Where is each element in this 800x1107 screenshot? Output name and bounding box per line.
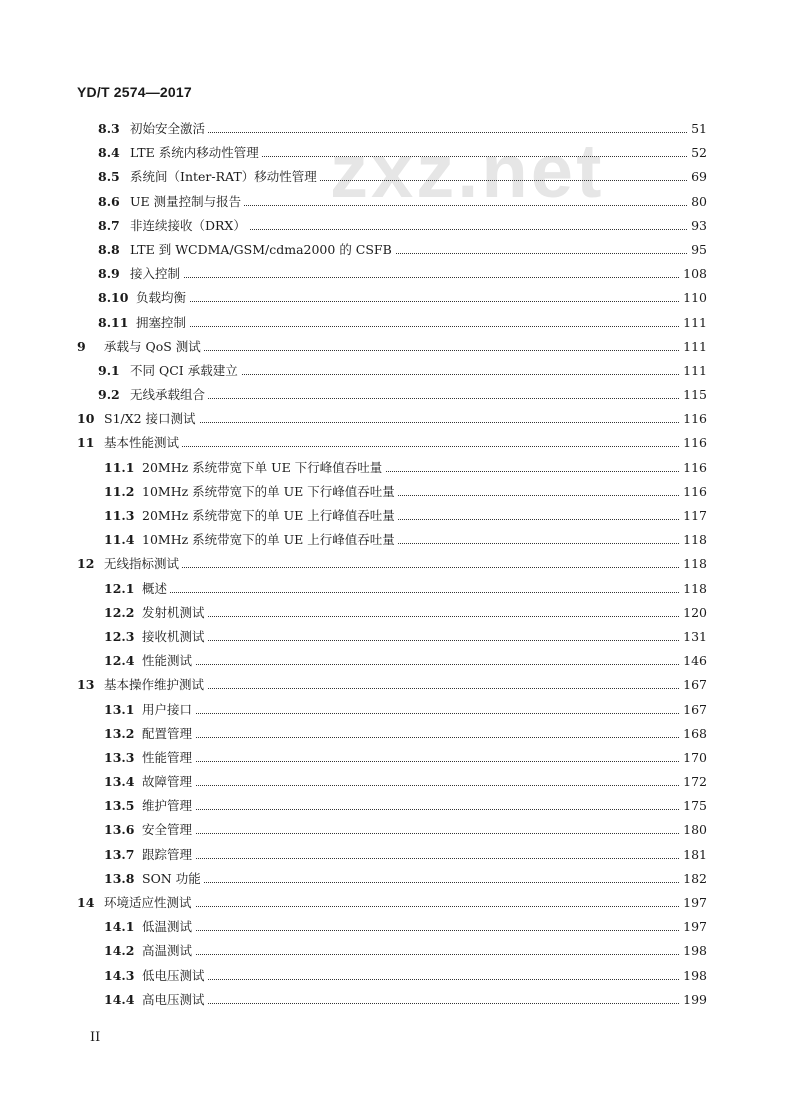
- toc-entry-page: 199: [680, 988, 707, 1012]
- toc-dot-leader: [142, 1003, 705, 1004]
- toc-entry-page: 110: [680, 286, 707, 310]
- toc-entry[interactable]: [0, 165, 800, 189]
- toc-entry[interactable]: [0, 238, 800, 262]
- toc-dot-leader: [136, 301, 705, 302]
- toc-entry-number: 13.7: [104, 846, 135, 862]
- toc-dot-leader: [142, 809, 705, 810]
- toc-entry-title: S1/X2 接口测试: [104, 407, 199, 431]
- toc-entry-page: 198: [680, 939, 707, 963]
- toc-entry-title: UE 测量控制与报告: [130, 190, 244, 214]
- toc-entry[interactable]: [0, 915, 800, 939]
- toc-entry-title: 维护管理: [142, 794, 195, 818]
- toc-entry-number: 12.1: [104, 580, 135, 596]
- toc-dot-leader: [130, 132, 705, 133]
- toc-entry-title: 无线指标测试: [104, 552, 182, 576]
- toc-entry-page: 116: [680, 480, 707, 504]
- toc-entry-title: 低温测试: [142, 915, 195, 939]
- toc-entry-title: 10MHz 系统带宽下的单 UE 上行峰值吞吐量: [142, 528, 398, 552]
- toc-dot-leader: [142, 882, 705, 883]
- toc-entry[interactable]: [0, 504, 800, 528]
- toc-entry-number: 9.2: [98, 387, 120, 403]
- toc-entry[interactable]: [0, 891, 800, 915]
- toc-dot-leader: [142, 592, 705, 593]
- toc-entry-title: 用户接口: [142, 698, 195, 722]
- toc-entry-number: 13.3: [104, 749, 135, 765]
- toc-entry-page: 118: [680, 528, 707, 552]
- toc-entry-number: 8.5: [98, 169, 120, 185]
- toc-entry[interactable]: [0, 988, 800, 1012]
- toc-entry[interactable]: [0, 286, 800, 310]
- toc-entry[interactable]: [0, 770, 800, 794]
- toc-entry-page: 115: [680, 383, 707, 407]
- toc-entry-page: 170: [680, 746, 707, 770]
- toc-entry-number: 12.4: [104, 653, 135, 669]
- toc-dot-leader: [136, 326, 705, 327]
- toc-entry-title: 非连续接收（DRX）: [130, 214, 249, 238]
- toc-dot-leader: [142, 930, 705, 931]
- toc-entry-title: LTE 系统内移动性管理: [130, 141, 262, 165]
- toc-entry-number: 12.2: [104, 604, 135, 620]
- toc-entry-number: 12: [77, 556, 95, 572]
- toc-dot-leader: [142, 761, 705, 762]
- toc-entry[interactable]: [0, 407, 800, 431]
- toc-entry-title: 拥塞控制: [136, 311, 189, 335]
- toc-entry-page: 111: [680, 311, 707, 335]
- toc-entry-page: 51: [688, 117, 707, 141]
- toc-entry-page: 111: [680, 335, 707, 359]
- toc-dot-leader: [104, 567, 705, 568]
- toc-entry[interactable]: [0, 722, 800, 746]
- toc-entry-number: 12.3: [104, 628, 135, 644]
- toc-entry[interactable]: [0, 456, 800, 480]
- toc-entry-page: 198: [680, 964, 707, 988]
- toc-dot-leader: [142, 713, 705, 714]
- toc-entry-title: SON 功能: [142, 867, 204, 891]
- toc-entry-title: 低电压测试: [142, 964, 208, 988]
- toc-entry-page: 69: [688, 165, 707, 189]
- toc-entry-page: 182: [680, 867, 707, 891]
- toc-entry-page: 80: [688, 190, 707, 214]
- toc-entry-page: 197: [680, 891, 707, 915]
- toc-entry-title: 20MHz 系统带宽下的单 UE 上行峰值吞吐量: [142, 504, 398, 528]
- toc-entry-title: 性能管理: [142, 746, 195, 770]
- toc-entry-page: 116: [680, 456, 707, 480]
- toc-entry[interactable]: [0, 939, 800, 963]
- toc-entry-page: 146: [680, 649, 707, 673]
- toc-entry-page: 120: [680, 601, 707, 625]
- toc-entry[interactable]: [0, 190, 800, 214]
- toc-entry-number: 13.1: [104, 701, 135, 717]
- toc-entry-title: 不同 QCI 承载建立: [130, 359, 241, 383]
- toc-entry-number: 8.9: [98, 266, 120, 282]
- toc-dot-leader: [104, 446, 705, 447]
- toc-entry-title: 故障管理: [142, 770, 195, 794]
- watermark: zxz.net: [330, 129, 605, 214]
- toc-entry[interactable]: [0, 867, 800, 891]
- table-of-contents: [0, 117, 800, 1012]
- toc-entry[interactable]: [0, 746, 800, 770]
- toc-entry-title: 基本性能测试: [104, 431, 182, 455]
- toc-entry-title: 安全管理: [142, 818, 195, 842]
- toc-entry[interactable]: [0, 214, 800, 238]
- toc-entry-number: 8.3: [98, 121, 120, 136]
- page-number: II: [90, 1030, 101, 1045]
- toc-entry-number: 11.2: [104, 483, 135, 499]
- toc-entry[interactable]: [0, 552, 800, 576]
- toc-dot-leader: [142, 640, 705, 641]
- toc-dot-leader: [142, 616, 705, 617]
- toc-entry-number: 8.11: [98, 314, 129, 330]
- toc-entry[interactable]: [0, 311, 800, 335]
- toc-dot-leader: [142, 737, 705, 738]
- toc-dot-leader: [142, 664, 705, 665]
- toc-entry-title: 无线承载组合: [130, 383, 208, 407]
- toc-entry-number: 8.4: [98, 145, 120, 161]
- toc-entry[interactable]: [0, 673, 800, 697]
- toc-entry-title: 初始安全激活: [130, 117, 208, 141]
- document-id: YD/T 2574—2017: [77, 84, 192, 100]
- toc-entry-number: 11.1: [104, 459, 135, 475]
- toc-entry-page: 167: [680, 698, 707, 722]
- toc-entry[interactable]: [0, 577, 800, 601]
- toc-entry-number: 13: [77, 677, 95, 693]
- toc-entry[interactable]: [0, 528, 800, 552]
- toc-entry-number: 14.1: [104, 919, 135, 935]
- toc-entry[interactable]: [0, 698, 800, 722]
- toc-entry-title: 跟踪管理: [142, 843, 195, 867]
- toc-entry[interactable]: [0, 601, 800, 625]
- toc-dot-leader: [142, 954, 705, 955]
- toc-entry-title: 接收机测试: [142, 625, 208, 649]
- toc-entry-title: 接入控制: [130, 262, 183, 286]
- toc-dot-leader: [130, 277, 705, 278]
- toc-entry[interactable]: [0, 359, 800, 383]
- toc-entry[interactable]: [0, 335, 800, 359]
- toc-entry-title: 系统间（Inter-RAT）移动性管理: [130, 165, 320, 189]
- toc-entry[interactable]: [0, 262, 800, 286]
- toc-entry-number: 13.8: [104, 870, 135, 886]
- toc-dot-leader: [142, 833, 705, 834]
- toc-entry-title: 10MHz 系统带宽下的单 UE 下行峰值吞吐量: [142, 480, 398, 504]
- toc-entry-page: 167: [680, 673, 707, 697]
- toc-entry-title: 性能测试: [142, 649, 195, 673]
- toc-entry-number: 13.4: [104, 774, 135, 790]
- toc-entry-page: 118: [680, 552, 707, 576]
- toc-entry-number: 14.3: [104, 967, 135, 983]
- toc-entry-page: 197: [680, 915, 707, 939]
- toc-entry-page: 181: [680, 843, 707, 867]
- toc-entry-page: 118: [680, 577, 707, 601]
- toc-dot-leader: [142, 858, 705, 859]
- toc-dot-leader: [130, 398, 705, 399]
- toc-entry-page: 111: [680, 359, 707, 383]
- toc-entry[interactable]: [0, 117, 800, 141]
- toc-entry[interactable]: [0, 794, 800, 818]
- toc-entry-page: 108: [680, 262, 707, 286]
- toc-entry-title: 高温测试: [142, 939, 195, 963]
- toc-entry-page: 180: [680, 818, 707, 842]
- toc-entry-title: 配置管理: [142, 722, 195, 746]
- toc-entry[interactable]: [0, 818, 800, 842]
- toc-entry-number: 11.4: [104, 532, 135, 548]
- toc-entry-number: 8.8: [98, 241, 120, 257]
- toc-entry-page: 117: [680, 504, 707, 528]
- toc-entry-number: 10: [77, 411, 95, 427]
- toc-entry-title: 承载与 QoS 测试: [104, 335, 204, 359]
- toc-entry[interactable]: [0, 649, 800, 673]
- toc-entry-number: 14.4: [104, 991, 135, 1007]
- toc-dot-leader: [142, 979, 705, 980]
- toc-entry[interactable]: [0, 964, 800, 988]
- toc-entry-number: 9.1: [98, 362, 120, 378]
- toc-entry-page: 175: [680, 794, 707, 818]
- toc-entry-page: 116: [680, 407, 707, 431]
- toc-entry-title: 负载均衡: [136, 286, 189, 310]
- toc-entry-page: 52: [688, 141, 707, 165]
- toc-entry-number: 11.3: [104, 508, 135, 523]
- toc-entry[interactable]: [0, 843, 800, 867]
- toc-entry-title: LTE 到 WCDMA/GSM/cdma2000 的 CSFB: [130, 238, 395, 262]
- toc-entry-page: 131: [680, 625, 707, 649]
- toc-entry[interactable]: [0, 383, 800, 407]
- toc-dot-leader: [142, 785, 705, 786]
- toc-entry[interactable]: [0, 141, 800, 165]
- toc-entry-page: 116: [680, 431, 707, 455]
- toc-entry-number: 14.2: [104, 943, 135, 959]
- toc-entry-page: 168: [680, 722, 707, 746]
- toc-entry[interactable]: [0, 480, 800, 504]
- toc-entry-title: 基本操作维护测试: [104, 673, 207, 697]
- toc-entry-number: 13.6: [104, 822, 135, 838]
- toc-entry-title: 概述: [142, 577, 170, 601]
- toc-entry-number: 8.6: [98, 193, 120, 209]
- toc-entry-number: 9: [77, 338, 86, 354]
- toc-entry-title: 高电压测试: [142, 988, 208, 1012]
- toc-entry[interactable]: [0, 431, 800, 455]
- toc-entry[interactable]: [0, 625, 800, 649]
- toc-entry-number: 13.5: [104, 798, 135, 814]
- toc-entry-page: 95: [688, 238, 707, 262]
- toc-entry-number: 8.10: [98, 290, 129, 306]
- toc-entry-title: 发射机测试: [142, 601, 208, 625]
- toc-entry-number: 14: [77, 895, 95, 910]
- toc-entry-title: 20MHz 系统带宽下单 UE 下行峰值吞吐量: [142, 456, 385, 480]
- toc-entry-page: 93: [688, 214, 707, 238]
- toc-entry-page: 172: [680, 770, 707, 794]
- toc-entry-number: 11: [77, 435, 95, 451]
- toc-entry-number: 8.7: [98, 217, 120, 233]
- toc-entry-number: 13.2: [104, 725, 135, 741]
- toc-entry-title: 环境适应性测试: [104, 891, 195, 915]
